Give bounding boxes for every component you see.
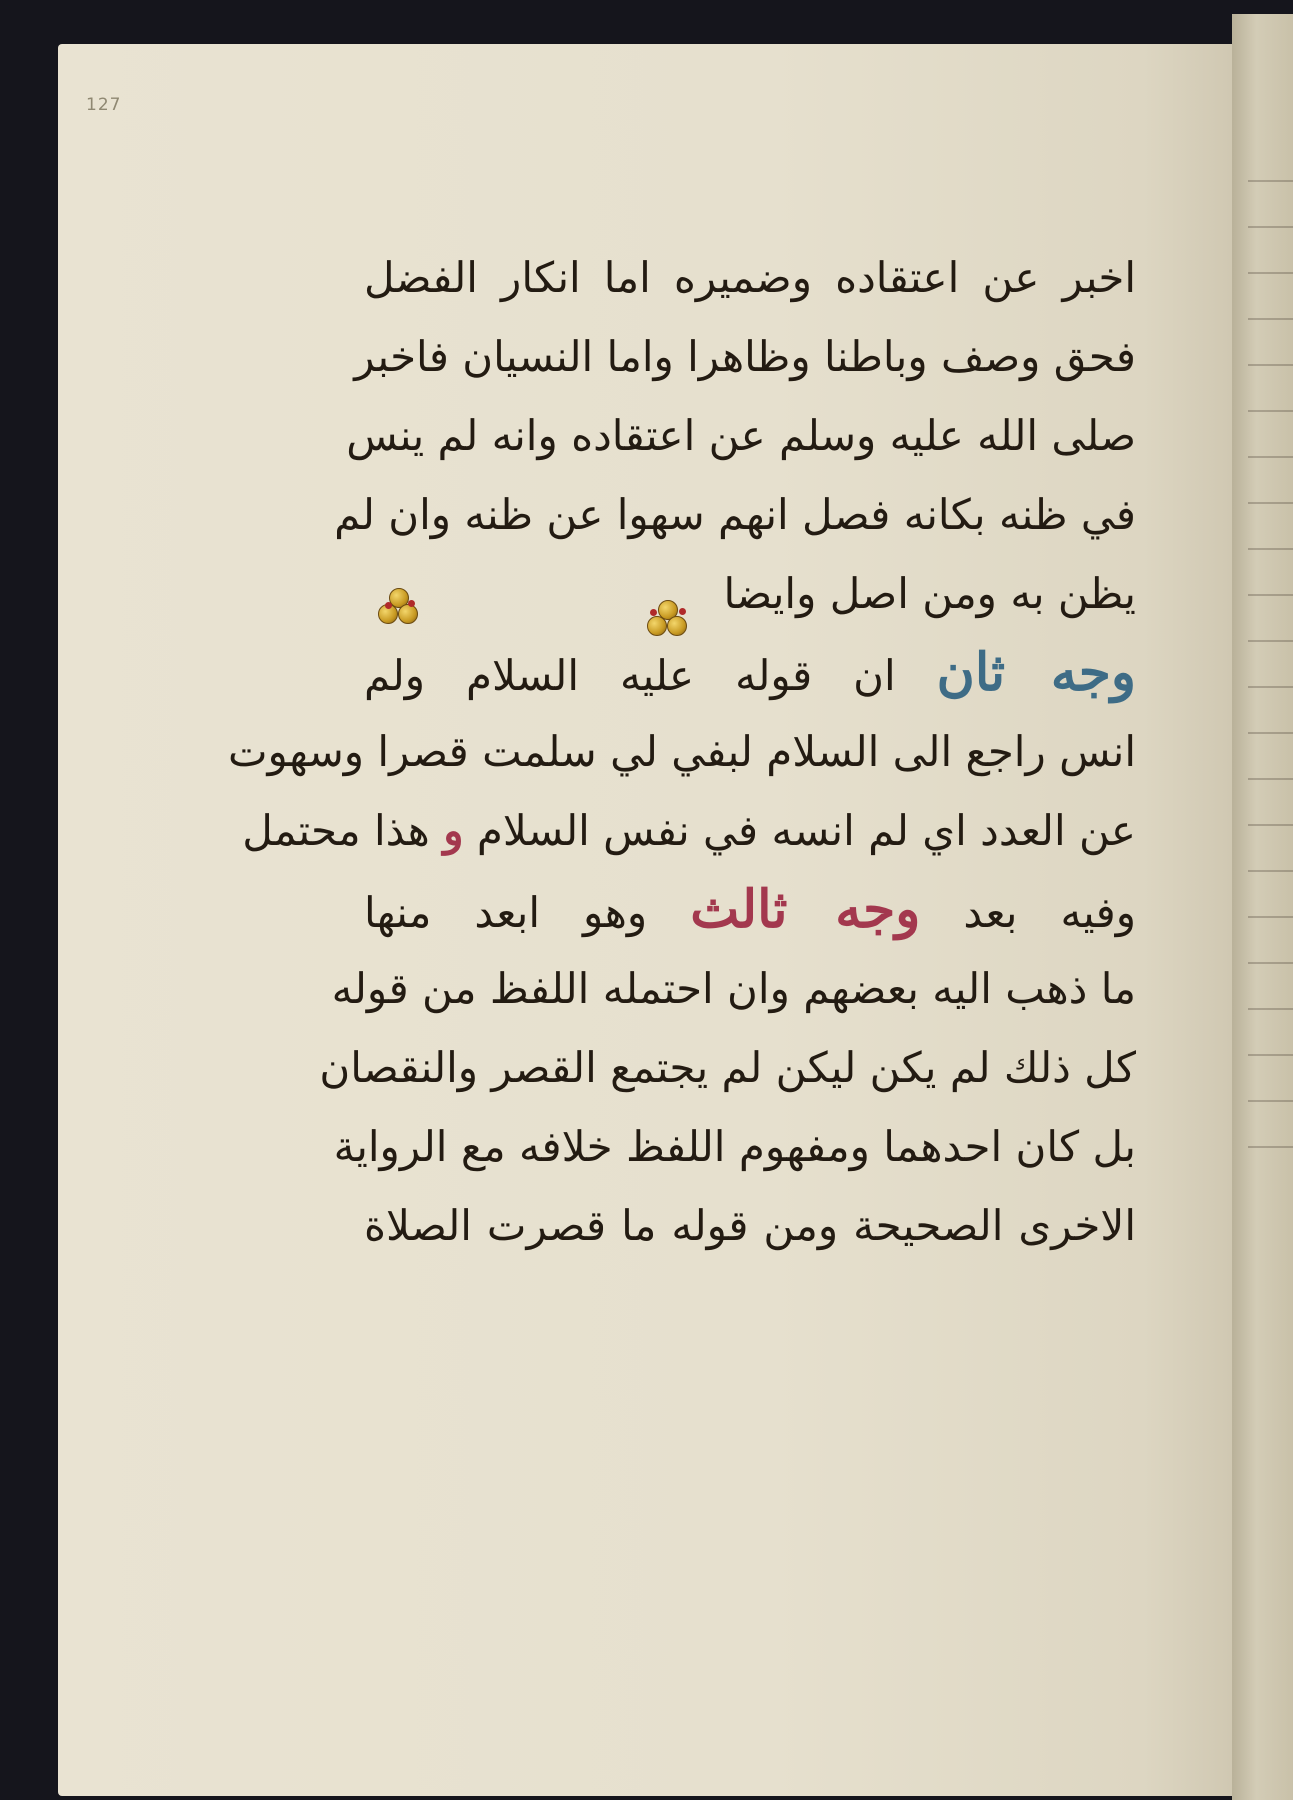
next-page-text-trace <box>1248 732 1293 734</box>
text-line <box>364 554 1136 633</box>
rubric-heading: وجه ثالث <box>690 879 921 940</box>
next-page-text-trace <box>1248 962 1293 964</box>
text-segment: صلى الله عليه وسلم عن اعتقاده وانه لم ينس <box>346 411 1136 460</box>
next-page-text-trace <box>1248 318 1293 320</box>
verse-ornament <box>378 588 418 628</box>
text-line <box>364 870 1136 949</box>
folio-number: 127 <box>86 95 122 115</box>
text-segment: وهو ابعد منها <box>364 888 691 937</box>
text-line <box>364 238 1136 317</box>
text-line <box>364 1186 1136 1265</box>
text-segment: فحق وصف وباطنا وظاهرا واما النسيان فاخبر <box>354 332 1136 381</box>
rubric-heading: وجه ثان <box>936 642 1136 703</box>
next-page-text-trace <box>1248 640 1293 642</box>
text-segment: يظن به ومن اصل وايضا <box>723 569 1136 618</box>
text-line <box>319 1028 1136 1107</box>
text-segment: هذا محتمل <box>242 806 444 855</box>
text-segment: بل كان احدهما ومفهوم اللفظ خلافه مع الرواية <box>333 1122 1136 1171</box>
text-segment: في ظنه بكانه فصل انهم سهوا عن ظنه وان لم <box>334 490 1136 539</box>
next-page-text-trace <box>1248 1008 1293 1010</box>
text-segment: اخبر عن اعتقاده وضميره اما انكار الفضل <box>364 253 1136 302</box>
text-segment: وفيه بعد <box>920 888 1137 937</box>
next-page-text-trace <box>1248 548 1293 550</box>
text-line <box>333 1107 1136 1186</box>
next-page-text-trace <box>1248 1054 1293 1056</box>
text-segment: الاخرى الصحيحة ومن قوله ما قصرت الصلاة <box>364 1201 1136 1250</box>
text-segment: عن العدد اي لم انسه في نفس السلام <box>463 806 1136 855</box>
next-page-text-trace <box>1248 180 1293 182</box>
text-line <box>346 396 1136 475</box>
rubric-letter: و <box>443 806 464 855</box>
text-line <box>334 475 1136 554</box>
next-page-text-trace <box>1248 456 1293 458</box>
next-page-text-trace <box>1248 1146 1293 1148</box>
next-page-text-trace <box>1248 686 1293 688</box>
next-page-text-trace <box>1248 502 1293 504</box>
verse-ornament <box>647 600 687 640</box>
text-segment: ما ذهب اليه بعضهم وان احتمله اللفظ من قوله <box>331 964 1136 1013</box>
next-page-text-trace <box>1248 364 1293 366</box>
next-page-text-trace <box>1248 594 1293 596</box>
text-segment: انس راجع الى السلام لبفي لي سلمت قصرا وسهوت <box>227 727 1136 776</box>
next-page-text-trace <box>1248 272 1293 274</box>
next-page-text-trace <box>1248 870 1293 872</box>
text-line <box>242 791 1136 870</box>
text-segment: ان قوله عليه السلام ولم <box>364 651 937 700</box>
manuscript-text-block <box>227 238 1137 1265</box>
next-page-text-trace <box>1248 824 1293 826</box>
next-page-text-trace <box>1248 778 1293 780</box>
next-page-text-trace <box>1248 916 1293 918</box>
text-line <box>354 317 1136 396</box>
text-line <box>227 712 1136 791</box>
text-line <box>331 949 1136 1028</box>
next-page-text-trace <box>1248 410 1293 412</box>
next-page-text-trace <box>1248 226 1293 228</box>
next-page-edge <box>1232 14 1293 1800</box>
next-page-text-trace <box>1248 1100 1293 1102</box>
text-segment: كل ذلك لم يكن ليكن لم يجتمع القصر والنقصان <box>319 1043 1136 1092</box>
text-line <box>364 633 1136 712</box>
